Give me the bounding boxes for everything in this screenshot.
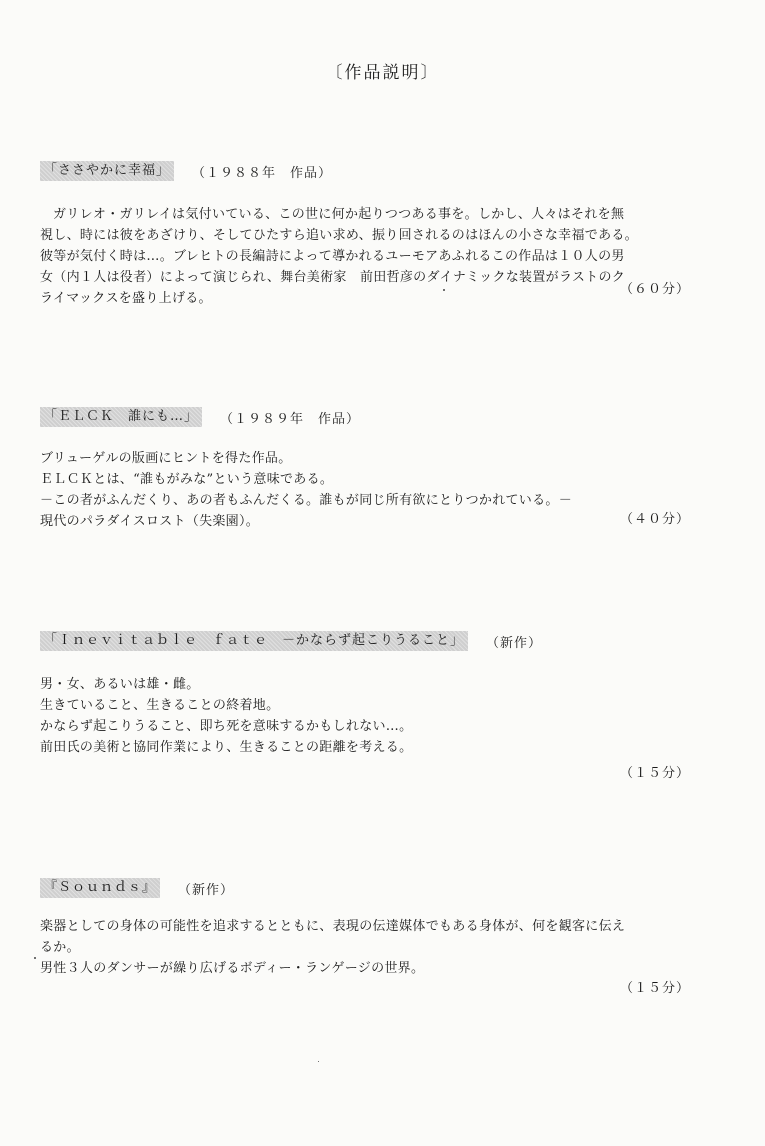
description-line: 前田氏の美術と協同作業により、生きることの距離を考える。: [40, 740, 413, 755]
work-title: 「ささやかに幸福」: [40, 161, 174, 181]
work-description: [40, 916, 730, 999]
description-line: かならず起こりうること、即ち死を意味するかもしれない…。: [40, 719, 413, 734]
duration-row: [40, 978, 730, 999]
description-line: ＥＬＣＫとは、“誰もがみな”という意味である。: [40, 472, 334, 487]
work-duration: （１５分）: [619, 766, 690, 781]
work-duration: （６０分）: [619, 282, 690, 297]
work-duration: （４０分）: [619, 512, 690, 527]
work-meta: （新作）: [178, 882, 235, 898]
description-line: 彼等が気付く時は…。ブレヒトの長編詩によって導かれるユーモアあふれるこの作品は１０人の男: [40, 249, 625, 264]
scan-speck: [443, 289, 445, 291]
work-meta: （新作）: [486, 635, 543, 651]
description-line: －この者がふんだくり、あの者もふんだくる。誰もが同じ所有欲にとりつかれている。－: [40, 493, 573, 508]
work-title: 「ＥＬＣＫ 誰にも…」: [40, 407, 202, 427]
last-line-row: [40, 282, 730, 309]
description-line: 男性３人のダンサーが繰り広げるボディー・ランゲージの世界。: [40, 961, 425, 976]
description-line: 現代のパラダイスロスト（失楽園）。: [40, 514, 260, 529]
description-line: るか。: [40, 940, 80, 955]
work-description: [40, 674, 730, 784]
description-line: 男・女、あるいは雄・雌。: [40, 677, 200, 692]
work-header: [40, 877, 730, 899]
work-meta: （１９８８年 作品）: [192, 165, 333, 181]
work-meta: （１９８９年 作品）: [220, 411, 361, 427]
work-section-sasayaka: [40, 160, 730, 309]
last-line-row: [40, 511, 730, 532]
description-line: ガリレオ・ガリレイは気付いている、この世に何か起りつつある事を。しかし、人々はそれを無: [53, 207, 625, 222]
description-line: 生きていること、生きることの終着地。: [40, 698, 280, 713]
work-header: [40, 630, 730, 652]
description-line: 視し、時には彼をあざけり、そしてひたすら追い求め、振り回されるのはほんの小さな幸福である。: [40, 228, 638, 243]
scan-speck: [34, 957, 36, 959]
description-line: 楽器としての身体の可能性を追求するとともに、表現の伝達媒体でもある身体が、何を観客に伝え: [40, 919, 626, 934]
description-line: ライマックスを盛り上げる。: [40, 291, 212, 306]
description-line: 女（内１人は役者）によって演じられ、舞台美術家 前田哲彦のダイナミックな装置がラストのク: [40, 270, 626, 285]
work-section-elck: [40, 406, 730, 532]
work-header: [40, 160, 730, 182]
page-title: 〔作品説明〕: [325, 63, 440, 83]
work-description: [40, 204, 730, 309]
description-line: ブリューゲルの版画にヒントを得た作品。: [40, 451, 292, 466]
work-section-inevitable-fate: [40, 630, 730, 784]
duration-row: [40, 763, 730, 784]
work-section-sounds: [40, 877, 730, 999]
work-title: 『Ｓｏｕｎｄｓ』: [40, 878, 160, 898]
work-header: [40, 406, 730, 428]
work-title: 「Ｉｎｅｖｉｔａｂｌｅ ｆａｔｅ －かならず起こりうること」: [40, 631, 468, 651]
scan-speck: [318, 1061, 319, 1062]
work-description: [40, 448, 730, 532]
work-duration: （１５分）: [619, 981, 690, 996]
